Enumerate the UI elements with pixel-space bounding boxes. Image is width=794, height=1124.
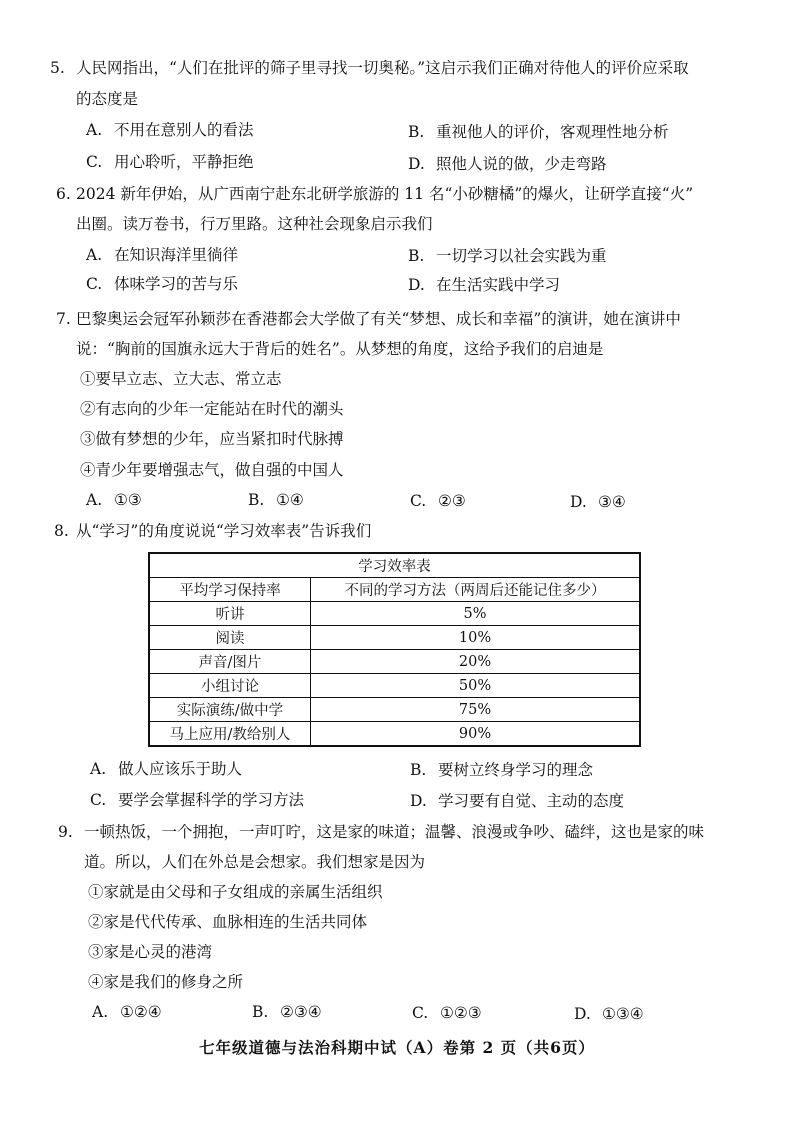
table-cell: 10%: [311, 626, 641, 650]
question-number: 6.: [56, 185, 71, 203]
statement-item: ②有志向的少年一定能站在时代的潮头: [80, 400, 344, 418]
page-footer: 七年级道德与法治科期中试（A）卷第 2 页（共6页）: [199, 1038, 595, 1057]
table-row: [149, 674, 640, 698]
statement-item: ③家是心灵的港湾: [88, 943, 213, 961]
question-text: 巴黎奥运会冠军孙颖莎在香港都会大学做了有关“梦想、成长和幸福”的演讲，她在演讲中: [76, 310, 681, 328]
question-number: 7.: [56, 310, 71, 328]
option-a: A. 做人应该乐于助人: [90, 760, 243, 778]
option-b: B. 一切学习以社会实践为重: [408, 247, 607, 265]
option-d: D. 照他人说的做，少走弯路: [408, 155, 607, 173]
option-d: D. 在生活实践中学习: [408, 276, 561, 294]
question-text: 的态度是: [76, 90, 139, 108]
question-text: 道。所以，人们在外总是会想家。我们想家是因为: [84, 853, 426, 871]
table-cell: 50%: [311, 674, 641, 698]
table-cell: 小组讨论: [149, 674, 311, 698]
question-text: 出圈。读万卷书，行万里路。这种社会现象启示我们: [76, 215, 433, 233]
table-cell: 马上应用/教给别人: [149, 722, 311, 747]
table-row: [149, 650, 640, 674]
option-d: D. ③④: [570, 493, 626, 511]
question-number: 8.: [54, 522, 69, 540]
question-text: 2024 新年伊始，从广西南宁赴东北研学旅游的 11 名“小砂糖橘”的爆火，让研学直接“火”: [76, 185, 694, 203]
option-b: B. 要树立终身学习的理念: [410, 761, 594, 779]
table-cell: 实际演练/做中学: [149, 698, 311, 722]
table-caption: 学习效率表: [149, 553, 640, 578]
table-header-row: [149, 578, 640, 602]
learning-efficiency-table: [148, 552, 641, 747]
question-text: 人民网指出，“人们在批评的筛子里寻找一切奥秘。”这启示我们正确对待他人的评价应采取: [76, 59, 689, 77]
option-b: B. 重视他人的评价，客观理性地分析: [408, 123, 669, 141]
question-number: 9.: [58, 823, 73, 841]
statement-item: ③做有梦想的少年，应当紧扣时代脉搏: [80, 430, 344, 448]
table-row: [149, 626, 640, 650]
statement-item: ①家就是由父母和子女组成的亲属生活组织: [88, 883, 383, 901]
table-cell: 5%: [311, 602, 641, 626]
table-cell: 75%: [311, 698, 641, 722]
question-text: 从“学习”的角度说说“学习效率表”告诉我们: [76, 522, 372, 540]
table-header-cell: 不同的学习方法（两周后还能记住多少）: [311, 578, 641, 602]
table-cell: 阅读: [149, 626, 311, 650]
option-b: B. ①④: [248, 491, 304, 509]
table-cell: 声音/图片: [149, 650, 311, 674]
table-cell: 听讲: [149, 602, 311, 626]
statement-item: ②家是代代传承、血脉相连的生活共同体: [88, 913, 368, 931]
option-a: A. ①③: [86, 491, 142, 509]
option-d: D. ①③④: [574, 1005, 644, 1023]
option-c: C. 要学会掌握科学的学习方法: [90, 791, 305, 809]
option-d: D. 学习要有自觉、主动的态度: [410, 792, 625, 810]
option-c: C. 体味学习的苦与乐: [86, 275, 239, 293]
table-row: [149, 722, 640, 747]
option-c: C. 用心聆听，平静拒绝: [86, 153, 254, 171]
option-c: C. ①②③: [412, 1004, 482, 1022]
table-row: [149, 602, 640, 626]
question-number: 5.: [50, 59, 65, 77]
question-text: 一顿热饭，一个拥抱，一声叮咛，这是家的味道；温馨、浪漫或争吵、磕绊，这也是家的味: [84, 823, 705, 841]
statement-item: ④青少年要增强志气，做自强的中国人: [80, 461, 344, 479]
option-a: A. 在知识海洋里徜徉: [86, 246, 239, 264]
statement-item: ①要早立志、立大志、常立志: [80, 370, 282, 388]
table-cell: 90%: [311, 722, 641, 747]
option-b: B. ②③④: [252, 1003, 322, 1021]
option-a: A. ①②④: [92, 1003, 162, 1021]
table-header-cell: 平均学习保持率: [149, 578, 311, 602]
option-c: C. ②③: [410, 492, 466, 510]
table-cell: 20%: [311, 650, 641, 674]
table-row: [149, 698, 640, 722]
question-text: 说：“胸前的国旗永远大于背后的姓名”。从梦想的角度，这给予我们的启迪是: [76, 340, 604, 358]
statement-item: ④家是我们的修身之所: [88, 973, 244, 991]
option-a: A. 不用在意别人的看法: [86, 121, 254, 139]
